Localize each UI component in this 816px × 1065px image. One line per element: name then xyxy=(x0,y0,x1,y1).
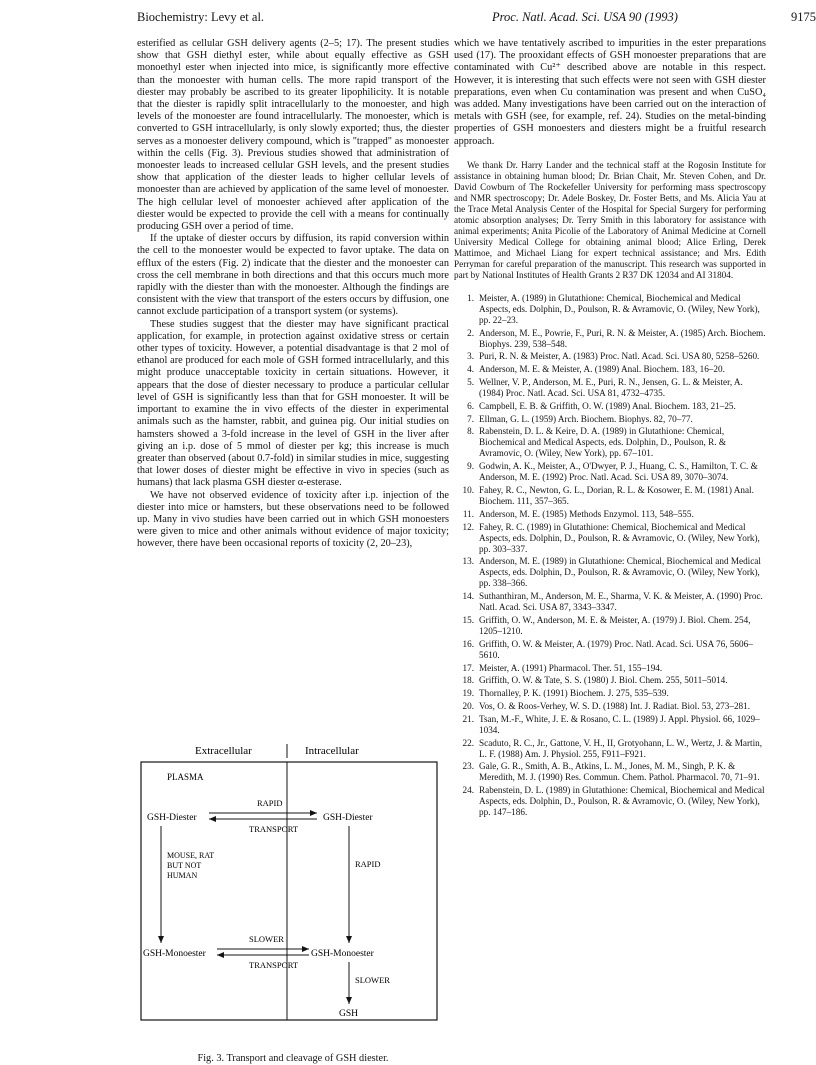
reference-number: 3. xyxy=(467,351,474,362)
mouse-rat-label: MOUSE, RAT xyxy=(167,851,215,860)
reference-item xyxy=(454,351,766,362)
reference-number: 10. xyxy=(462,485,474,495)
paragraph: These studies suggest that the diester may have significant practical application, for example, in protection against oxidative stress or certain other types of toxicity. However, a potential disadvantage is that 2 mol of ethanol are produced for each mole of GSH formed intracellularly, and this might produce unacceptable toxicity in certain situations. However, it appears that the dose of diester necessary to produce a particular cellular level of GSH is significantly less than that for GSH monoester. It will be important to examine the in vivo effects of the diester in experimental animals such as the hamster, rabbit, and guinea pig. Our initial studies on hamsters showed a 3-fold increase in the level of GSH in the liver after giving an i.p. dose of 5 mmol of diester per kg; this increase is much greater than observed (about 0.7-fold) in similar studies in mice, suggesting that lower doses of diester might be effective in vivo in species (such as humans) that lack plasma GSH diester α-esterase. xyxy=(137,318,449,489)
rapid-top-label: RAPID xyxy=(257,798,283,808)
reference-number: 11. xyxy=(462,508,474,519)
reference-number: 7. xyxy=(467,413,474,424)
reference-number: 24. xyxy=(462,785,474,796)
reference-text: Meister, A. (1991) Pharmacol. Ther. 51, 155–194. xyxy=(479,662,663,673)
reference-number: 9. xyxy=(467,461,474,472)
reference-item xyxy=(454,461,766,483)
reference-text: Suthanthiran, M., Anderson, M. E., Sharma, V. K. & Meister, A. (1990) Proc. Natl. Acad. Sci. USA 87, 3343–3347. xyxy=(479,591,763,613)
reference-number: 16. xyxy=(462,638,474,649)
reference-number: 18. xyxy=(462,675,474,686)
plasma-label: PLASMA xyxy=(167,772,204,782)
extracellular-label: Extracellular xyxy=(195,745,252,757)
reference-text: Meister, A. (1989) in Glutathione: Chemical, Biochemical and Medical Aspects, eds. Dolphin, D., Poulson, R. & Avramovic, O. (Wiley, New York), pp. 22–23. xyxy=(479,292,760,325)
reference-item xyxy=(454,426,766,459)
running-header-left: Biochemistry: Levy et al. xyxy=(137,10,265,24)
human-label: HUMAN xyxy=(167,871,198,880)
but-not-label: BUT NOT xyxy=(167,861,202,870)
reference-text: Tsan, M.-F., White, J. E. & Rosano, C. L. (1989) J. Appl. Physiol. 66, 1029–1034. xyxy=(479,713,760,735)
reference-item xyxy=(454,701,766,712)
reference-number: 5. xyxy=(467,377,474,388)
intracellular-label: Intracellular xyxy=(305,745,359,757)
reference-item xyxy=(454,615,766,637)
monoester-intracellular: GSH-Monoester xyxy=(311,949,374,959)
paragraph: If the uptake of diester occurs by diffusion, its rapid conversion within the cell to the monoester would be expected to favor uptake. The data on efflux of the esters (Fig. 2) indicate that the diester and the monoester can cross the cell membrane in both directions and that this occurs much more rapidly with the diester than with the monoester. Although the findings are consistent with the view that transport of the esters occurs by diffusion, one cannot exclude participation of a transport system (or systems). xyxy=(137,233,449,318)
reference-item xyxy=(454,522,766,555)
left-column xyxy=(137,38,449,551)
reference-number: 15. xyxy=(462,614,474,625)
reference-number: 20. xyxy=(462,700,474,711)
reference-item xyxy=(454,328,766,350)
reference-item xyxy=(454,675,766,686)
journal-citation: Proc. Natl. Acad. Sci. USA 90 (1993) xyxy=(492,10,678,24)
transport-top-label: TRANSPORT xyxy=(249,824,299,834)
transport-mid-label: TRANSPORT xyxy=(249,960,299,970)
reference-number: 2. xyxy=(467,327,474,338)
reference-text: Griffith, O. W., Anderson, M. E. & Meister, A. (1979) J. Biol. Chem. 254, 1205–1210. xyxy=(479,614,751,636)
figure-3 xyxy=(137,740,449,1064)
reference-number: 4. xyxy=(467,364,474,375)
running-header-right xyxy=(492,10,816,25)
reference-number: 14. xyxy=(462,591,474,602)
reference-text: Rabenstein, D. L. (1989) in Glutathione: Chemical, Biochemical and Medical Aspects, eds. Dolphin, D., Poulson, R. & Avramovic, O. (Wiley, New York), pp. 147–186. xyxy=(479,785,765,818)
reference-number: 1. xyxy=(467,292,474,303)
reference-text: Campbell, E. B. & Griffith, O. W. (1989) Anal. Biochem. 183, 21–25. xyxy=(479,400,736,411)
rapid-right-label: RAPID xyxy=(355,859,381,869)
reference-text: Griffith, O. W. & Meister, A. (1979) Proc. Natl. Acad. Sci. USA 76, 5606–5610. xyxy=(479,638,753,660)
right-column xyxy=(454,38,766,820)
reference-item xyxy=(454,401,766,412)
reference-text: Puri, R. N. & Meister, A. (1983) Proc. Natl. Acad. Sci. USA 80, 5258–5260. xyxy=(479,351,760,362)
reference-item xyxy=(454,714,766,736)
reference-item xyxy=(454,364,766,375)
reference-item xyxy=(454,738,766,760)
reference-text: Anderson, M. E. & Meister, A. (1989) Anal. Biochem. 183, 16–20. xyxy=(479,364,725,375)
reference-item xyxy=(454,785,766,818)
reference-item xyxy=(454,485,766,507)
gsh-label: GSH xyxy=(339,1009,359,1019)
reference-item xyxy=(454,591,766,613)
reference-item xyxy=(454,377,766,399)
reference-text: Rabenstein, D. L. & Keire, D. A. (1989) in Glutathione: Chemical, Biochemical and Medical Aspects, eds. Dolphin, D., Poulson, R. & Avramovic, O. (Wiley, New York), pp. 67–101. xyxy=(479,426,727,459)
paragraph: which we have tentatively ascribed to impurities in the ester preparations used (17). The prooxidant effects of GSH monoester preparations that are contaminated with Cu²⁺ described above are notable in this respect. However, it is interesting that such effects were not seen with GSH diester preparations, even when Cu contamination was present and when CuSO₄ was added. Many investigations have been carried out on the interaction of metals with GSH (see, for example, ref. 24). Studies on the metal-binding properties of GSH monoesters and diesters might be a fruitful research approach. xyxy=(454,38,766,147)
paragraph: We have not observed evidence of toxicity after i.p. injection of the diester into mice or hamsters, but these observations need to be followed up. Many in vivo studies have been carried out in which GSH monoesters were given to mice and other animals without evidence of major toxicity; however, there have been occasional reports of toxicity (2, 20–23), xyxy=(137,489,449,550)
transport-diagram xyxy=(137,740,449,1040)
reference-text: Godwin, A. K., Meister, A., O'Dwyer, P. J., Huang, C. S., Hamilton, T. C. & Anderson, M. E. (1992) Proc. Natl. Acad. Sci. USA 89, 3070–3074. xyxy=(479,461,758,483)
acknowledgment: We thank Dr. Harry Lander and the technical staff at the Rogosin Institute for assistance in obtaining human blood; Dr. Brian Chait, Mr. Steven Cohen, and Dr. David Cowburn of The Rockefeller University for performing mass spectroscopy and NMR spectroscopy; Dr. Adele Boskey, Dr. Foster Betts, and Ms. Alicia Yau at the Trace Metal Analysis Center of the Hospital for Special Surgery for performing atomic absorption analyses; Dr. Terry Smith in this laboratory for assistance with animal experiments; Anita Picolie of the Laboratory of Animal Medicine at Cornell University Medical College for obtaining animal blood; Alice Erling, Derek Mattimoe, and Michael Liang for expert technical assistance; and Mrs. Edith Perryman for careful preparation of the manuscript. This research was supported in part by National Institutes of Health Grants 2 R37 DK 12034 and AI 31804. xyxy=(454,159,766,280)
reference-text: Gale, G. R., Smith, A. B., Atkins, L. M., Jones, M. M., Singh, P. K. & Meredith, M. J. (1990) Res. Commun. Chem. Pathol. Pharmacol. 70, 71–91. xyxy=(479,761,760,783)
reference-number: 6. xyxy=(467,400,474,411)
reference-text: Ellman, G. L. (1959) Arch. Biochem. Biophys. 82, 70–77. xyxy=(479,413,693,424)
reference-text: Thornalley, P. K. (1991) Biochem. J. 275, 535–539. xyxy=(479,688,669,699)
paragraph: esterified as cellular GSH delivery agents (2–5; 17). The present studies show that GSH diethyl ester, while about equally effective as GSH monoethyl ester when injected into mice, is significantly more effective than the monoester with human cells. The more rapid transport of the diester may probably be ascribed to its greater lipophilicity. It is notable that the diester is rapidly split intracellularly to the monoester, and high levels of the monoester are found intracellularly. The monoester, which is converted to GSH intracellularly, is only slowly exported; thus, the diester serves as a monoester delivery compound, which is "trapped" as monoester within the cells (Fig. 3). Previous studies showed that administration of monoester leads to increased cellular GSH levels, and the present studies show that application of the diester leads to higher cellular levels of monoester than are achieved by application of the same level of monoester. The high cellular level of monoester achieved after application of the diester would be expected to provide the cell with a means for continually producing GSH over a period of time. xyxy=(137,38,449,233)
reference-text: Wellner, V. P., Anderson, M. E., Puri, R. N., Jensen, G. L. & Meister, A. (1984) Proc. Natl. Acad. Sci. USA 81, 4732–4735. xyxy=(479,377,743,399)
diester-intracellular: GSH-Diester xyxy=(323,813,373,823)
reference-list xyxy=(454,293,766,818)
reference-number: 22. xyxy=(462,737,474,748)
reference-text: Vos, O. & Roos-Verhey, W. S. D. (1988) Int. J. Radiat. Biol. 53, 273–281. xyxy=(479,700,751,711)
reference-item xyxy=(454,688,766,699)
page-number: 9175 xyxy=(790,10,816,24)
reference-item xyxy=(454,556,766,589)
reference-text: Anderson, M. E. (1989) in Glutathione: Chemical, Biochemical and Medical Aspects, eds. Dolphin, D., Poulson, R. & Avramovic, O. (Wiley, New York), pp. 338–366. xyxy=(479,556,761,589)
slower-mid-label: SLOWER xyxy=(249,934,284,944)
reference-text: Griffith, O. W. & Tate, S. S. (1980) J. Biol. Chem. 255, 5011–5014. xyxy=(479,675,728,686)
reference-text: Fahey, R. C. (1989) in Glutathione: Chemical, Biochemical and Medical Aspects, eds. Dolphin, D., Poulson, R. & Avramovic, O. (Wiley, New York), pp. 303–337. xyxy=(479,521,760,554)
reference-number: 17. xyxy=(462,662,474,673)
monoester-extracellular: GSH-Monoester xyxy=(143,949,206,959)
reference-text: Fahey, R. C., Newton, G. L., Dorian, R. L. & Kosower, E. M. (1981) Anal. Biochem. 111, 357–365. xyxy=(479,485,754,506)
reference-text: Anderson, M. E. (1985) Methods Enzymol. 113, 548–555. xyxy=(479,508,694,519)
reference-number: 12. xyxy=(462,521,474,532)
reference-item xyxy=(454,663,766,674)
reference-number: 19. xyxy=(462,688,474,699)
slower-right-label: SLOWER xyxy=(355,975,390,985)
reference-number: 23. xyxy=(462,761,474,772)
reference-number: 21. xyxy=(462,713,474,724)
figure-caption: Fig. 3. Transport and cleavage of GSH diester. xyxy=(197,1053,389,1064)
reference-text: Anderson, M. E., Powrie, F., Puri, R. N. & Meister, A. (1985) Arch. Biochem. Biophys. 239, 538–548. xyxy=(479,327,766,349)
reference-text: Scaduto, R. C., Jr., Gattone, V. H., II, Grotyohann, L. W., Wertz, J. & Martin, L. F. (1988) Am. J. Physiol. 255, F911–F921. xyxy=(479,737,763,759)
reference-number: 13. xyxy=(462,556,474,567)
reference-number: 8. xyxy=(467,426,474,437)
plasma-box xyxy=(141,762,437,1020)
reference-item xyxy=(454,761,766,783)
reference-item xyxy=(454,414,766,425)
reference-item xyxy=(454,509,766,520)
diester-extracellular: GSH-Diester xyxy=(147,813,197,823)
reference-item xyxy=(454,293,766,326)
reference-item xyxy=(454,639,766,661)
